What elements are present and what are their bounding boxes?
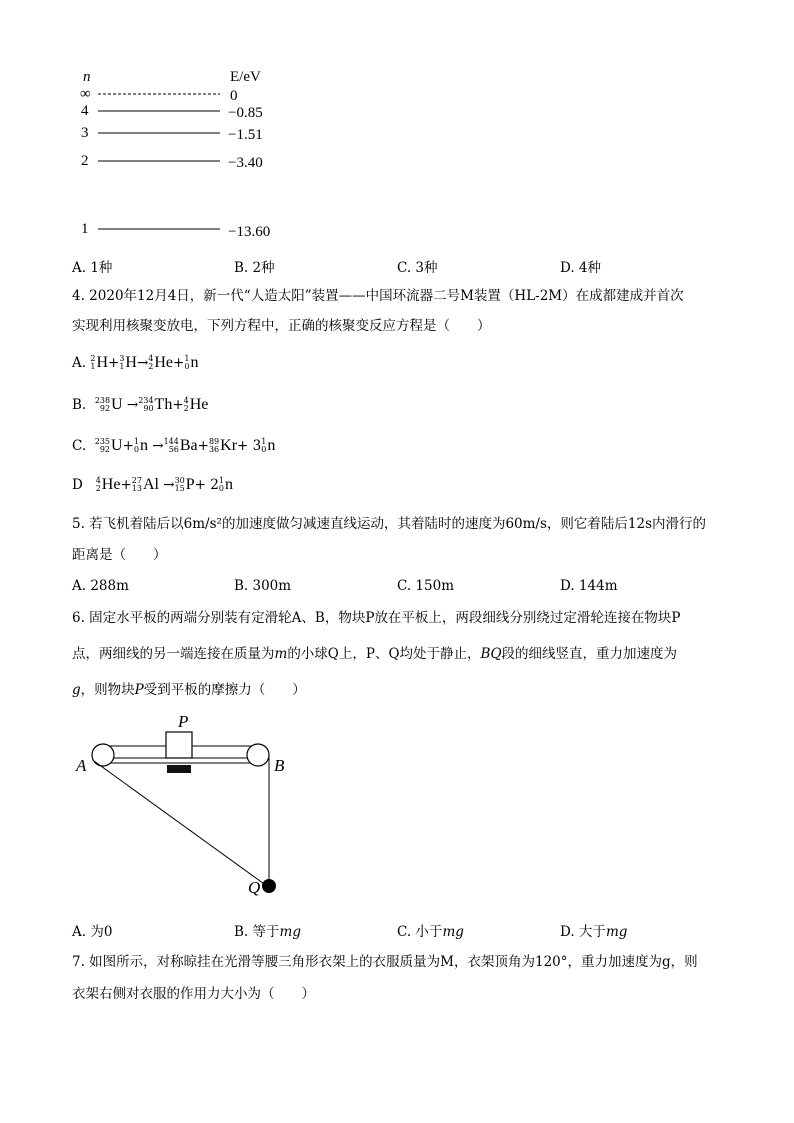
- q3-option-a[interactable]: A. 1种: [72, 260, 113, 276]
- level-e-inf: 0: [230, 88, 238, 104]
- pulley-diagram: [70, 710, 300, 905]
- q6-stem-line1: 6. 固定水平板的两端分别装有定滑轮A、B，物块P放在平板上，两段细线分别绕过定滑轮连接在物块P: [72, 610, 681, 626]
- level-e-4: −0.85: [228, 105, 263, 121]
- q6-option-d[interactable]: D. 大于mg: [560, 924, 628, 940]
- q4-option-a[interactable]: A. 2 1 H + 3 1 H → 4 2 He + 1 0 n: [72, 354, 199, 371]
- q5-option-a[interactable]: A. 288m: [72, 578, 129, 594]
- q4-stem-line1: 4. 2020年12月4日，新一代“人造太阳”装置——中国环流器二号M装置（HL-2M）在成都建成并首次: [72, 288, 684, 304]
- level-n-3: 3: [81, 125, 89, 141]
- q6-stem-line2: 点，两细线的另一端连接在质量为m的小球Q上，P、Q均处于静止，BQ段的细线竖直，重力加速度为: [72, 646, 678, 662]
- q4-option-b[interactable]: B. 238 92 U → 234 90 Th + 4 2 He: [72, 396, 209, 413]
- label-p: P: [178, 712, 189, 731]
- energy-axis-label: E/eV: [230, 69, 261, 85]
- q6-stem-line3: g，则物块P受到平板的摩擦力（ ）: [72, 682, 306, 698]
- q4-option-d-label: D: [72, 477, 83, 493]
- label-a: A: [76, 756, 87, 775]
- level-n-inf: ∞: [80, 86, 91, 102]
- q5-option-c[interactable]: C. 150m: [397, 578, 454, 594]
- label-b: B: [274, 756, 285, 775]
- level-n-1: 1: [81, 221, 89, 237]
- level-n-2: 2: [81, 153, 89, 169]
- block-p-base: [167, 765, 191, 773]
- ball-q: [262, 879, 276, 893]
- q3-option-b[interactable]: B. 2种: [234, 260, 275, 276]
- label-q: Q: [248, 878, 261, 897]
- energy-level-diagram: [70, 62, 310, 247]
- q4-option-c[interactable]: C. 235 92 U + 1 0 n → 144 56 Ba + 89 36 Kr + 3 1 0 n: [72, 437, 276, 454]
- q4-option-a-label: A.: [72, 355, 87, 371]
- level-n-4: 4: [81, 103, 89, 119]
- block-p: [166, 732, 192, 758]
- q3-option-d[interactable]: D. 4种: [560, 260, 602, 276]
- n-axis-label: n: [83, 69, 91, 85]
- level-e-1: −13.60: [228, 224, 271, 240]
- q5-option-d[interactable]: D. 144m: [560, 578, 618, 594]
- q4-stem-line2: 实现利用核聚变放电，下列方程中，正确的核聚变反应方程是（ ）: [72, 318, 491, 334]
- pulley-b: [247, 744, 269, 766]
- pulley-a: [92, 744, 114, 766]
- q6-option-a[interactable]: A. 为0: [72, 924, 113, 940]
- level-e-2: −3.40: [228, 155, 263, 171]
- q4-option-d[interactable]: D 4 2 He + 27 13 Al → 30 15 P + 2 1 0 n: [72, 476, 233, 493]
- q6-option-c[interactable]: C. 小于mg: [397, 924, 464, 940]
- q5-stem-line2: 距离是（ ）: [72, 547, 167, 563]
- q5-stem-line1: 5. 若飞机着陆后以6m/s²的加速度做匀减速直线运动，其着陆时的速度为60m/s，则它着陆后12s内滑行的: [72, 516, 707, 532]
- q6-option-b[interactable]: B. 等于mg: [234, 924, 301, 940]
- q4-option-b-label: B.: [72, 397, 87, 413]
- q7-stem-line2: 衣架右侧对衣服的作用力大小为（ ）: [72, 986, 315, 1002]
- q7-stem-line1: 7. 如图所示，对称晾挂在光滑等腰三角形衣架上的衣服质量为M，衣架顶角为120°，重力加速度为g，则: [72, 954, 698, 970]
- q3-option-c[interactable]: C. 3种: [397, 260, 438, 276]
- q5-option-b[interactable]: B. 300m: [234, 578, 292, 594]
- level-e-3: −1.51: [228, 127, 263, 143]
- q4-option-c-label: C.: [72, 438, 87, 454]
